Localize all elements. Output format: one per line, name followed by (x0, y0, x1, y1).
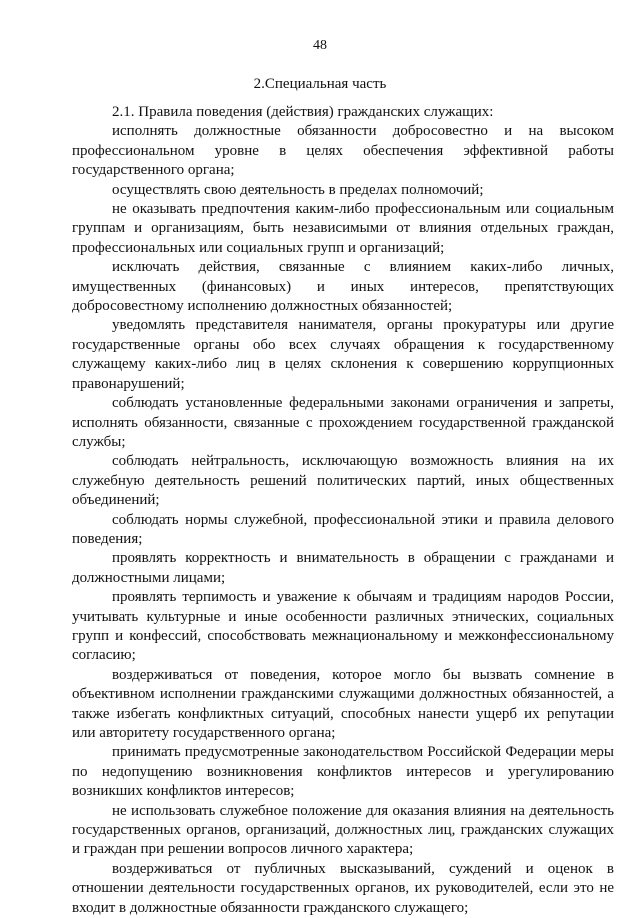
rule-item: не оказывать предпочтения каким-либо профессиональным или социальным группам и организациям, быть независимыми от влияния отдельных граждан, профессиональных или социальных групп и организаций; (72, 201, 614, 256)
section-title: 2.Специальная часть (253, 76, 387, 92)
rule-item: исполнять должностные обязанности добросовестно и на высоком профессиональном уровне в целях обеспечения эффективной работы государственного органа; (72, 123, 614, 179)
subsection-heading: 2.1. Правила поведения (действия) гражданских служащих: (112, 104, 494, 120)
rule-item: соблюдать установленные федеральными законами ограничения и запреты, исполнять обязанности, связанные с прохождением государственной гражданской службы; (72, 395, 614, 450)
rule-item: не использовать служебное положение для оказания влияния на деятельность государственных органов, организаций, должностных лиц, гражданских служащих и граждан при решении вопросов личного характера; (72, 802, 614, 858)
rule-item: соблюдать нейтральность, исключающую возможность влияния на их служебную деятельность решений политических партий, иных общественных объединений; (72, 453, 614, 509)
rule-item: принимать предусмотренные законодательством Российской Федерации меры по недопущению возникновения конфликтов интересов и урегулированию возникших конфликтов интересов; (72, 744, 614, 800)
rule-item: воздерживаться от поведения, которое могло бы вызвать сомнение в объективном исполнении гражданскими служащими должностных обязанностей, а также избегать конфликтных ситуаций, способных нанести ущерб их репутации или авторитету государственного органа; (72, 666, 614, 741)
rule-item: воздерживаться от публичных высказываний, суждений и оценок в отношении деятельности государственных органов, их руководителей, если это не входит в должностные обязанности гражданского служащего; (72, 860, 614, 916)
rule-item: проявлять терпимость и уважение к обычаям и традициям народов России, учитывать культурные и иные особенности различных этнических, социальных групп и конфессий, способствовать межнациональному и межконфессиональному согласию; (72, 589, 614, 664)
page-number: 48 (313, 38, 327, 53)
rule-item: уведомлять представителя нанимателя, органы прокуратуры или другие государственные органы обо всех случаях обращения к государственному служащему каких-либо лиц в целях склонения к совершению коррупционных правонарушений; (72, 317, 614, 392)
page-content (72, 103, 614, 918)
rule-item: исключать действия, связанные с влиянием каких-либо личных, имущественных (финансовых) и иных интересов, препятствующих добросовестному исполнению должностных обязанностей; (72, 259, 614, 315)
rule-item: проявлять корректность и внимательность в обращении с гражданами и должностными лицами; (72, 550, 614, 586)
rule-item: осуществлять свою деятельность в пределах полномочий; (112, 181, 484, 198)
rule-item: соблюдать нормы служебной, профессиональной этики и правила делового поведения; (72, 511, 614, 547)
